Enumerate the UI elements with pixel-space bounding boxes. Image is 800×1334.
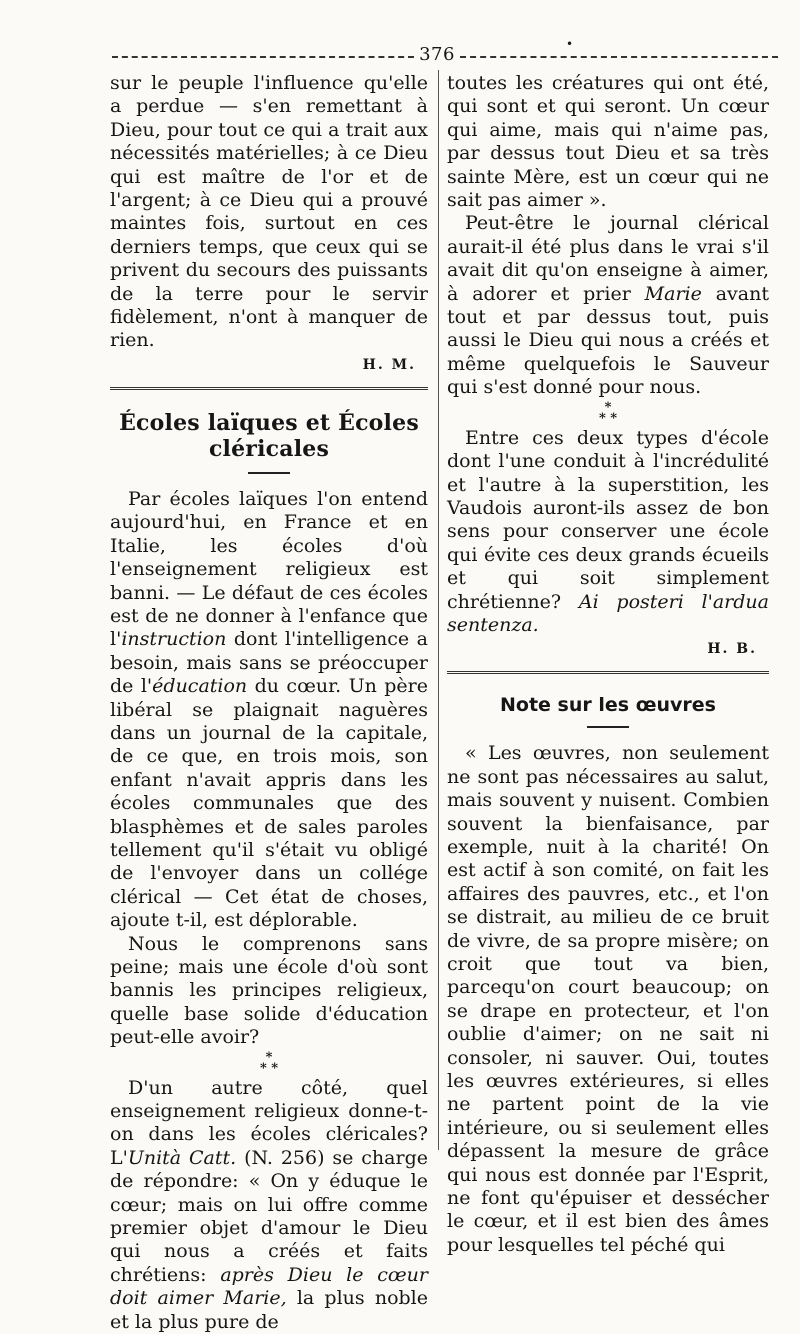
section-title: Note sur les œuvres [500, 694, 716, 717]
section-divider [110, 387, 428, 390]
paragraph: D'un autre côté, quel enseignement religieux donne-t-on dans les écoles cléricales? L'Unità Catt. (N. 256) se charge de répondre: « On y éduque le cœur; mais on lui offre comme premier objet d'amour le Dieu qui nous a créés et faits chrétiens: après Dieu le cœur doit aimer Marie, la plus noble et la plus pure de [110, 1076, 429, 1333]
section-divider [447, 671, 769, 674]
header-rule-right [460, 56, 778, 58]
paragraph: « Les œuvres, non seulement ne sont pas nécessaires au salut, mais souvent y nuisent. Combien souvent la bienfaisance, par exemple, nuit à la charité! On est actif à son comité, on fait les affaires des pauvres, etc., et l'on se distrait, au milieu de ce bruit de vivre, de sa propre misère; on croit que tout va bien, parcequ'on court beaucoup; on se drape en protecteur, et l'on oublie d'aimer; on ne sait ni consoler, ni sauver. Oui, toutes les œuvres extérieures, si elles ne partent point de la vie intérieure, ou si seulement elles dépassent la mesure de grâce qui nous est donnée par l'Esprit, ne font qu'épuiser et dessécher le cœur, et il est bien des âmes pour lesquelles tel péché qui [447, 742, 769, 1256]
header-rule-left [112, 56, 414, 58]
left-column [110, 72, 428, 1334]
right-column [447, 72, 769, 1257]
title-dash [248, 472, 290, 474]
signature: H. M. [362, 356, 416, 373]
paragraph: sur le peuple l'influence qu'elle a perdue — s'en remettant à Dieu, pour tout ce qui a trait aux nécessités matérielles; à ce Dieu qui est maître de l'or et de l'argent; à ce Dieu qui a prouvé maintes fois, surtout en ces derniers temps, que ceux qui se privent du secours des puissants de la terre pour le servir fidèlement, n'ont à manquer de rien. [110, 72, 428, 352]
header-mark: • [566, 37, 574, 51]
asterism: * * * [259, 1049, 279, 1076]
paragraph: Par écoles laïques l'on entend aujourd'hui, en France et en Italie, les écoles d'où l'enseignement religieux est banni. — Le défaut de ces écoles est de ne donner à l'enfance que l'instruction dont l'intelligence a besoin, mais sans se préoccuper de l'éducation du cœur. Un père libéral se plaignait naguères dans un journal de la capitale, de ce que, en trois mois, son enfant n'avait appris dans les écoles communales que des blasphèmes et de sales paroles tellement qu'il s'était vu obligé de l'envoyer dans un collége clérical — Cet état de choses, ajoute t-il, est déplorable. [110, 487, 428, 932]
section-title: Écoles laïques et Écoles cléricales [119, 409, 419, 462]
paragraph: Nous le comprenons sans peine; mais une école d'où sont bannis les principes religieux, quelle base solide d'éducation peut-elle avoir? [110, 932, 428, 1049]
title-dash [587, 726, 629, 728]
column-divider [438, 70, 439, 1150]
signature: H. B. [707, 641, 757, 658]
paragraph: Peut-être le journal clérical aurait-il été plus dans le vrai s'il avait dit qu'on enseigne à aimer, à adorer et prier Marie avant tout et par dessus tout, puis aussi le Dieu qui nous a créés et même quelquefois le Sauveur qui s'est donné pour nous. [447, 212, 769, 399]
paragraph: Entre ces deux types d'école dont l'une conduit à l'incrédulité et l'autre à la superstition, les Vaudois auront-ils assez de bon sens pour conserver une école qui évite ces deux grands écueils et qui soit simplement chrétienne? Ai posteri l'ardua sentenza. [447, 426, 769, 636]
asterism: * * * [598, 399, 618, 426]
page-number: 376 [419, 44, 455, 65]
paragraph: toutes les créatures qui ont été, qui sont et qui seront. Un cœur qui aime, mais qui n'aime pas, par dessus tout Dieu et sa très sainte Mère, est un cœur qui ne sait pas aimer ». [447, 72, 769, 212]
